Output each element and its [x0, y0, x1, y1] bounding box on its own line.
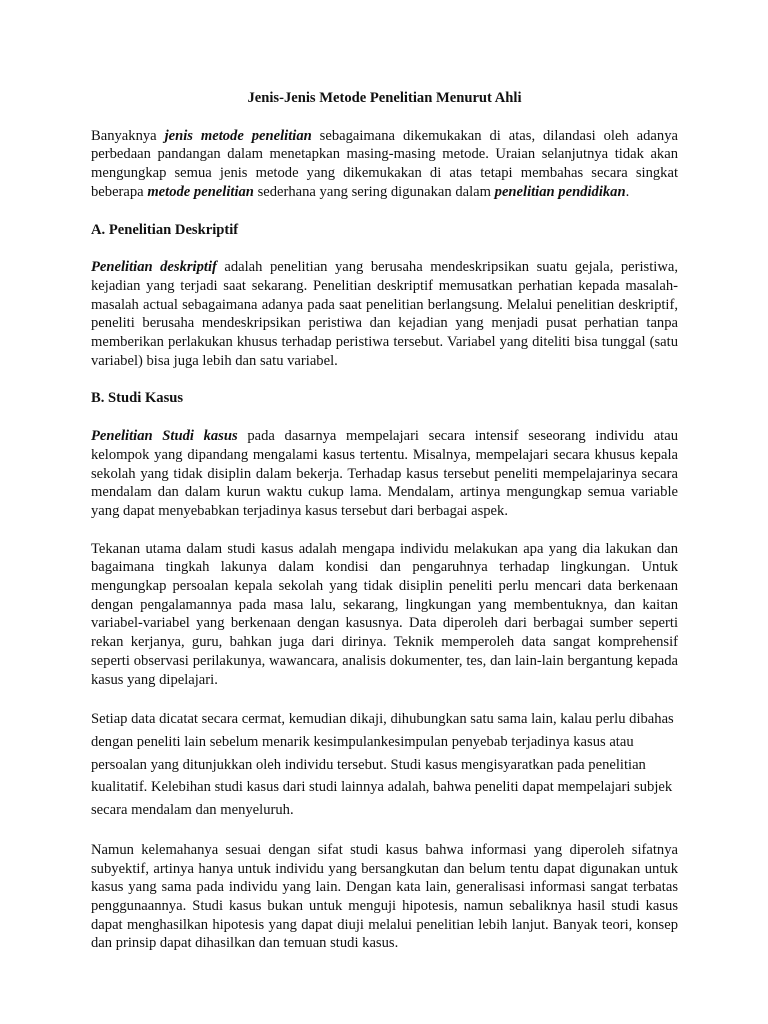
section-b-paragraph-1	[91, 427, 678, 521]
section-b-heading: B. Studi Kasus	[91, 390, 184, 407]
section-b-emphasis: Penelitian Studi kasus	[91, 428, 238, 445]
section-a-text: adalah penelitian yang berusaha mendeskripsikan suatu gejala, peristiwa, kejadian yang terjadi saat sekarang. Penelitian deskriptif memusatkan perhatian kepada masalah-masalah actual sebagaimana adanya pada saat penelitian berlangsung. Melalui penelitian deskriptif, peneliti berusaha mendeskripsikan peristiwa dan kejadian yang menjadi pusat perhatian tanpa memberikan perlakukan khusus terhadap peristiwa tersebut. Variabel yang diteliti bisa tunggal (satu variabel) bisa juga lebih dan satu variabel.	[91, 259, 678, 369]
section-b-paragraph-3: Setiap data dicatat secara cermat, kemudian dikaji, dihubungkan satu sama lain, kalau perlu dibahas dengan peneliti lain sebelum menarik kesimpulankesimpulan penyebab terjadinya kasus atau persoalan yang ditunjukkan oleh individu tersebut. Studi kasus mengisyaratkan pada penelitian kualitatif. Kelebihan studi kasus dari studi lainnya adalah, bahwa peneliti dapat mempelajari subjek secara mendalam dan menyeluruh.	[91, 711, 674, 819]
intro-emphasis-1: jenis metode penelitian	[164, 127, 312, 144]
section-b-text-1: pada dasarnya mempelajari secara intensif seseorang individu atau kelompok yang dipandang mengalami kasus tertentu. Misalnya, mempelajari secara khusus kepala sekolah yang tidak disiplin dalam bekerja. Terhadap kasus tersebut peneliti mempelajarinya secara mendalam dan dalam kurun waktu cukup lama. Mendalam, artinya mengungkap semua variable yang dapat menyebabkan terjadinya kasus tersebut dari berbagai aspek.	[91, 428, 679, 519]
intro-text-2: sebagaimana dikemukakan di atas, dilandasi oleh adanya perbedaan pandangan dalam menetapkan masing-masing metode. Uraian selanjutnya tidak akan mengungkap semua jenis metode yang dikemukakan di atas tetapi membahas secara singkat beberapa	[91, 127, 678, 200]
section-b-paragraph-4: Namun kelemahanya sesuai dengan sifat studi kasus bahwa informasi yang diperoleh sifatnya subyektif, artinya hanya untuk individu yang bersangkutan dan belum tentu dapat digunakan untuk kasus yang sama pada individu yang lain. Dengan kata lain, generalisasi informasi sangat terbatas penggunaannya. Studi kasus bukan untuk menguji hipotesis, namun sebaliknya hasil studi kasus dapat menghasilkan hipotesis yang dapat diuji melalui penelitian lebih lanjut. Banyak teori, konsep dan prinsip dapat dihasilkan dan temuan studi kasus.	[91, 841, 678, 952]
document-page	[91, 89, 678, 972]
intro-emphasis-3: penelitian pendidikan	[494, 183, 626, 200]
section-a-heading: A. Penelitian Deskriptif	[91, 221, 239, 238]
intro-text-4: .	[625, 183, 630, 200]
intro-text-3: sederhana yang sering digunakan dalam	[253, 183, 495, 200]
page-title: Jenis-Jenis Metode Penelitian Menurut Ahli	[247, 90, 522, 106]
section-a-paragraph	[91, 258, 678, 370]
intro-emphasis-2: metode penelitian	[147, 183, 254, 200]
intro-text-1: Banyaknya	[91, 127, 165, 144]
intro-paragraph	[91, 127, 678, 202]
section-a-emphasis: Penelitian deskriptif	[91, 259, 217, 276]
section-b-paragraph-2: Tekanan utama dalam studi kasus adalah mengapa individu melakukan apa yang dia lakukan dan bagaimana tingkah lakunya dalam kondisi dan pengaruhnya terhadap lingkungan. Untuk mengungkap persoalan kepala sekolah yang tidak disiplin peneliti perlu mencari data berkenaan dengan pengalamannya pada masa lalu, sekarang, lingkungan yang membentuknya, dan kaitan variabel-variabel yang berkenaan dengan kasusnya. Data diperoleh dari berbagai sumber seperti rekan kerjanya, guru, bahkan juga dari dirinya. Teknik memperoleh data sangat komprehensif seperti observasi perilakunya, wawancara, analisis dokumenter, tes, dan lain-lain bergantung kepada kasus yang dipelajari.	[91, 540, 678, 688]
